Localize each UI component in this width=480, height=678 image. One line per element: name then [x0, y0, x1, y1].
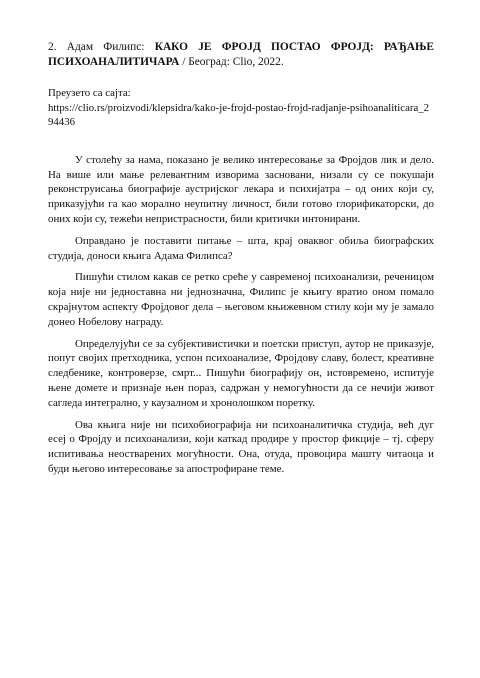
source-label: Преузето са сајта:: [48, 87, 131, 99]
paragraph-4: Определујући се за субјективистички и поетски приступ, аутор не приказује, попут својих претходника, успон психоанализе, Фројдову славу, болест, креативне следбенике, контроверзе, смрт... Пишући биографију он, истовремено, испитује њене домете и признаје њен пораз, садржан у немогућности да се нечији живот сагледа интегрално, у каузалном и хронолошком поретку.: [48, 337, 434, 409]
entry-number: 2.: [48, 41, 57, 53]
review-body: [48, 153, 434, 477]
bibliographic-entry: [48, 40, 434, 70]
paragraph-3: Пишући стилом какав се ретко среће у савременој психоанализи, реченицом која није ни једноставна ни једнозначна, Филипс је књигу вратио оном помало скрајнутом аспекту Фројдовог дела – његовом књижевном стилу који му је замало донео Нобелову награду.: [48, 271, 434, 328]
paragraph-5: Ова књига није ни психобиографија ни психоаналитичка студија, већ дуг есеј о Фројду и психоанализи, који каткад продире у простор фикције – тј. сферу испитивања неостварених могућности. Она, отуда, провоцира машту читаоца и буди његово интересовање за апострофиране теме.: [48, 418, 434, 475]
source-block: [48, 86, 434, 130]
source-url: https://clio.rs/proizvodi/klepsidra/kako-je-frojd-postao-frojd-radjanje-psihoanaliticara_294436: [48, 101, 430, 129]
paragraph-1: У столећу за нама, показано је велико интересовање за Фројдов лик и дело. На више или мање релевантним изворима засновани, низали су се покушаји реконструисања биографије аустријског лекара и психијатра – од оних који су, приказујући га као морално неупитну личност, били готово глорификаторски, до оних који су, тежећи непристрасности, били критички интонирани.: [48, 153, 434, 225]
entry-author: Адам Филипс:: [66, 41, 145, 53]
entry-publication: / Београд: Clio, 2022.: [182, 56, 284, 68]
entry-title: КАКО ЈЕ ФРОЈД ПОСТАО ФРОЈД: РАЂАЊЕ ПСИХОАНАЛИТИЧАРА: [48, 41, 434, 68]
paragraph-2: Оправдано је поставити питање – шта, крај оваквог обиља биографских студија, доноси књига Адама Филипса?: [48, 234, 434, 262]
